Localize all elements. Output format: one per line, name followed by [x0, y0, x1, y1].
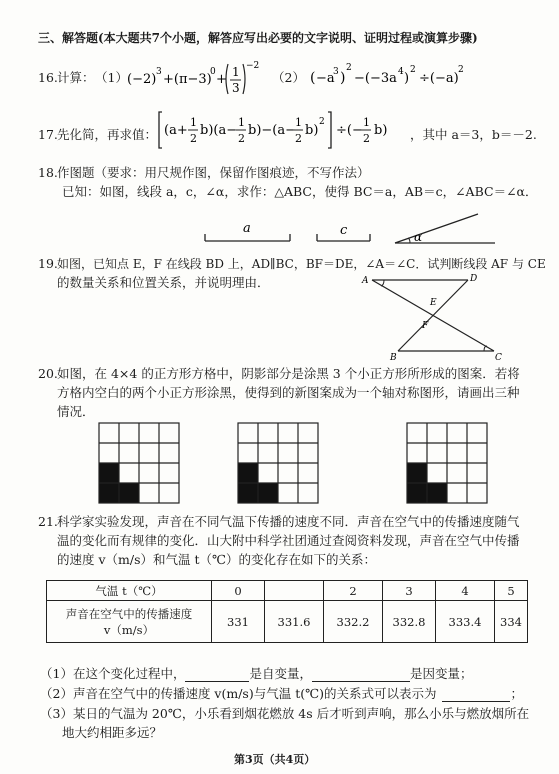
- q21-sub1-prefix: （1）在这个变化过程中，: [40, 666, 186, 681]
- q18-figures: [195, 212, 525, 252]
- q16-label: 计算：: [57, 70, 95, 85]
- svg-text:4: 4: [398, 67, 404, 77]
- svg-text:2: 2: [346, 63, 352, 73]
- q19-figure: [360, 268, 510, 364]
- segment-c-label: c: [340, 223, 348, 238]
- point-e: E: [430, 298, 437, 308]
- point-c: C: [495, 353, 502, 363]
- svg-text:(a+: (a+: [164, 123, 188, 138]
- row-label-temperature: 气温 t（℃）: [47, 581, 212, 601]
- page-footer: 第3页（共4页）: [234, 753, 316, 766]
- segment-a-label: a: [243, 221, 251, 236]
- q21-sub1: [40, 666, 473, 682]
- svg-text:1: 1: [238, 116, 245, 129]
- q21-sub2: [40, 686, 523, 702]
- temp-cell: 0: [212, 581, 265, 601]
- q21-sub2-end: ；: [510, 686, 523, 701]
- svg-text:b)−(a−: b)−(a−: [248, 123, 297, 138]
- speed-cell: 333.4: [436, 601, 495, 643]
- svg-text:): ): [340, 70, 346, 86]
- point-b: B: [390, 353, 397, 363]
- temp-cell: 2: [324, 581, 383, 601]
- speed-cell: 332.2: [324, 601, 383, 643]
- svg-text:2: 2: [363, 132, 370, 145]
- grid-figure-1: [98, 422, 180, 504]
- q18-number: 18.: [38, 165, 58, 180]
- q19-line2: 的数量关系和位置关系，并说明理由．: [57, 275, 270, 290]
- svg-text:2: 2: [190, 132, 197, 145]
- temp-cell: 4: [436, 581, 495, 601]
- svg-text:1: 1: [295, 116, 302, 129]
- svg-text:+: +: [216, 72, 227, 87]
- q16-part2-label: （2）: [272, 70, 305, 85]
- q16-expression-1: [127, 56, 260, 98]
- row-label-speed-line2: v（m/s）: [103, 622, 155, 637]
- q21-line1: 科学家实验发现，声音在不同气温下传播的速度不同．声音在空气中的传播速度随气: [57, 514, 520, 529]
- q21-line2: 温的变化而有规律的变化．山大附中科学社团通过查阅资料发现，声音在空气中传播: [57, 533, 520, 548]
- section-title: 三、解答题(本大题共7个小题，解答应写出必要的文字说明、证明过程或演算步骤): [38, 31, 478, 45]
- speed-cell: 331.6: [265, 601, 324, 643]
- row-label-speed: [47, 601, 212, 643]
- svg-text:(: (: [310, 70, 316, 86]
- q16-part1-label: （1）: [95, 70, 128, 85]
- q18-body: 已知：如图，线段 a，c，∠α，求作：△ABC，使得 BC＝a，AB＝c，∠ABC＝∠α．: [62, 184, 538, 199]
- answer-blank-independent[interactable]: [185, 669, 249, 682]
- svg-text:3: 3: [232, 81, 240, 95]
- table-row-temperature: [47, 581, 528, 601]
- svg-text:2: 2: [410, 65, 416, 75]
- speed-cell: 334: [495, 601, 528, 643]
- speed-temperature-table: [46, 580, 528, 643]
- svg-text:1: 1: [190, 116, 197, 129]
- svg-text:(−2): (−2): [127, 72, 157, 87]
- q20-line2: 方格内空白的两个小正方形涂黑，使得到的新图案成为一个轴对称图形，请画出三种: [57, 385, 520, 400]
- q20-line1: 如图，在 4×4 的正方形方格中，阴影部分是涂黑 3 个小正方形所形成的图案．若将: [57, 366, 520, 381]
- point-d: D: [470, 274, 478, 284]
- q17-prompt: 先化简，再求值：: [57, 127, 158, 142]
- svg-text:2: 2: [458, 65, 464, 75]
- point-f: F: [422, 321, 429, 331]
- q21-sub3-line1: （3）某日的气温为 20℃，小乐看到烟花燃放 4s 后才听到声响，那么小乐与燃放烟所在: [40, 706, 530, 721]
- svg-text:−2: −2: [246, 61, 260, 71]
- q20-line3: 情况．: [57, 404, 95, 419]
- q21-sub1-end: 是因变量；: [409, 666, 473, 681]
- q21-sub1-mid: 是自变量，: [249, 666, 312, 681]
- grid-figure-3: [406, 422, 488, 504]
- svg-text:b): b): [374, 123, 388, 138]
- answer-blank-dependent[interactable]: [312, 669, 410, 682]
- q19-line1: 如图，已知点 E，F 在线段 BD 上，AD∥BC，BF＝DE，∠A＝∠C．试判断线段 AF 与 CE: [57, 257, 546, 271]
- angle-alpha: [395, 214, 495, 243]
- speed-cell: 331: [212, 601, 265, 643]
- svg-text:3: 3: [156, 67, 162, 77]
- q16-number: 16.: [38, 70, 58, 85]
- svg-text:÷(−: ÷(−: [336, 123, 363, 138]
- svg-text:1: 1: [232, 65, 240, 79]
- q20-number: 20.: [38, 366, 58, 381]
- svg-text:−a: −a: [316, 71, 335, 86]
- svg-text:b)(a−: b)(a−: [200, 123, 238, 138]
- svg-text:1: 1: [363, 116, 370, 129]
- q21-number: 21.: [38, 514, 58, 529]
- point-a: A: [362, 276, 369, 286]
- angle-alpha-label: α: [414, 230, 423, 244]
- q17-expression: [158, 108, 426, 152]
- q21-line3: 的速度 v（m/s）和气温 t（℃）的变化存在如下的关系：: [57, 552, 376, 567]
- q17-number: 17.: [38, 127, 58, 142]
- q18-title: 作图题（要求：用尺规作图，保留作图痕迹，不写作法）: [57, 165, 370, 180]
- temp-cell: 3: [383, 581, 436, 601]
- temp-cell: 5: [495, 581, 528, 601]
- q17-tail: ，其中 a＝3，b＝－2.: [410, 127, 537, 142]
- grid-figure-2: [237, 422, 319, 504]
- svg-text:+(π−3): +(π−3): [163, 72, 212, 87]
- q16-expression-2: [310, 58, 550, 92]
- row-label-speed-line1: 声音在空气中的传播速度: [65, 606, 193, 621]
- svg-text:2: 2: [295, 132, 302, 145]
- speed-cell: 332.8: [383, 601, 436, 643]
- svg-text:÷(−a): ÷(−a): [419, 71, 459, 86]
- svg-text:−(−3a: −(−3a: [354, 71, 397, 86]
- q21-sub3-line2: 地大约相距多远？: [62, 725, 163, 740]
- svg-text:2: 2: [238, 132, 245, 145]
- temp-cell: [265, 581, 324, 601]
- svg-text:2: 2: [319, 117, 325, 127]
- svg-text:3: 3: [333, 67, 339, 77]
- svg-text:0: 0: [210, 67, 216, 77]
- svg-text:): ): [404, 71, 410, 86]
- q21-sub2-text: （2）声音在空气中的传播速度 v(m/s)与气温 t(℃)的关系式可以表示为: [40, 686, 437, 701]
- q19-number: 19.: [38, 256, 58, 271]
- table-row-speed: [47, 601, 528, 643]
- svg-text:b): b): [305, 123, 319, 138]
- answer-blank-relation[interactable]: [442, 689, 510, 702]
